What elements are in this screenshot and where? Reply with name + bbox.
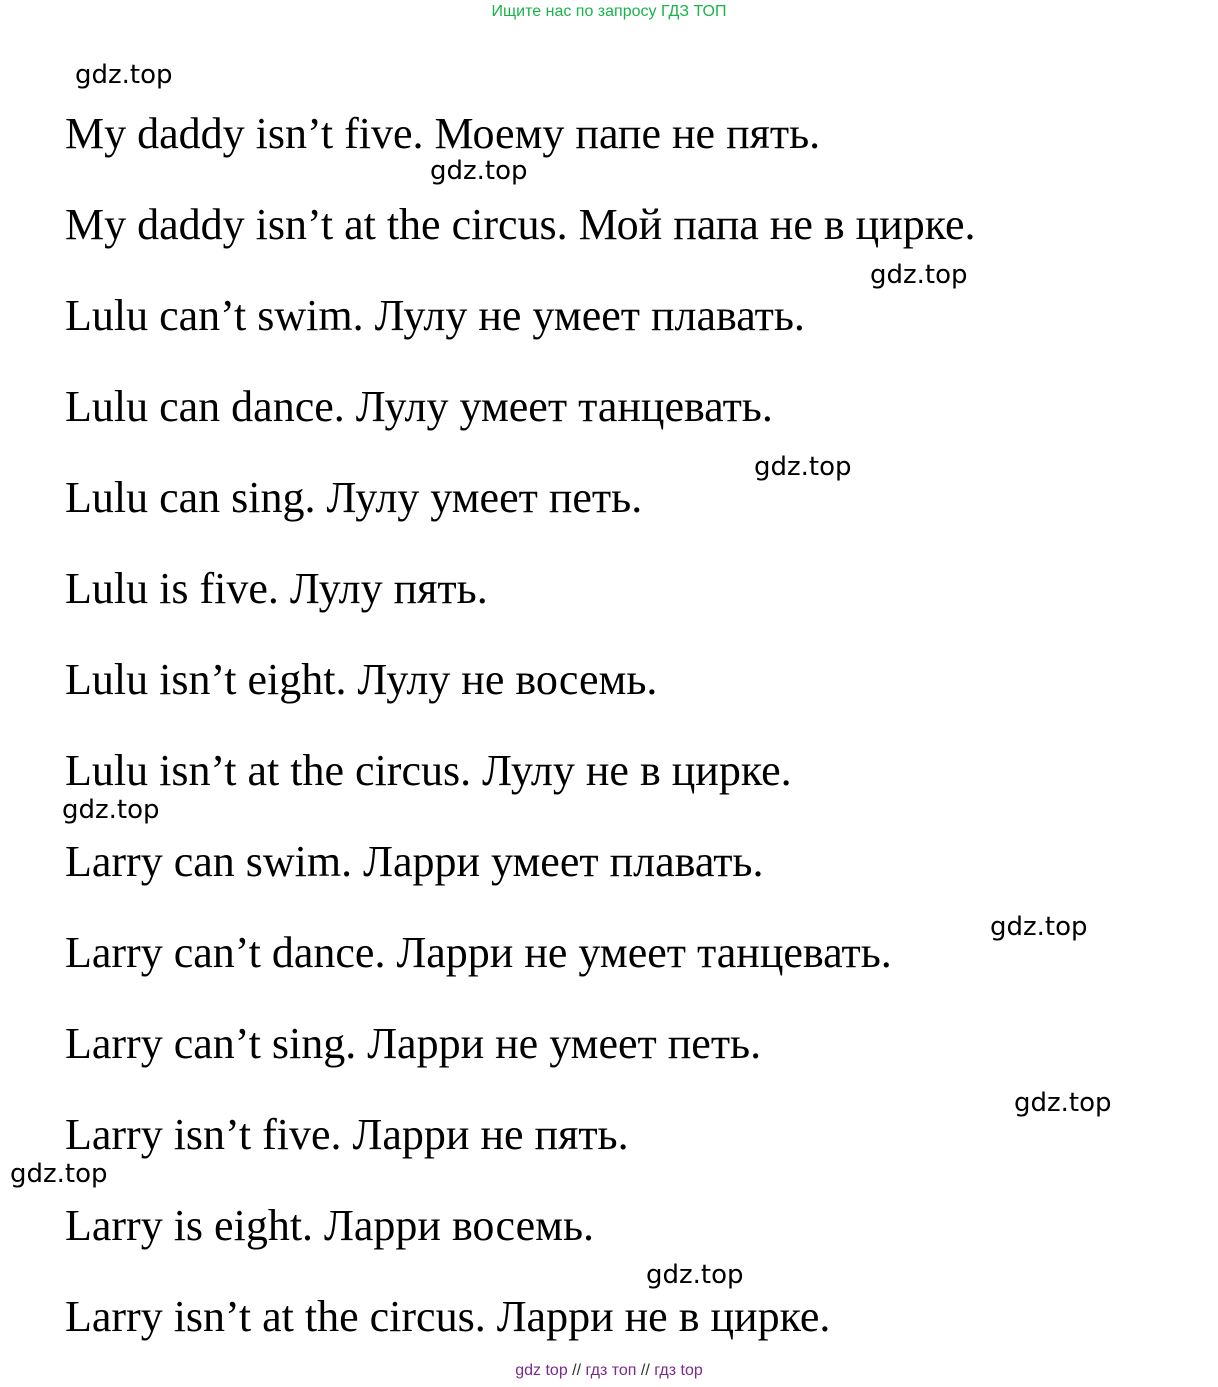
sentence-line: Lulu can’t swim. Лулу не умеет плавать.	[65, 291, 805, 340]
sentence-line: Larry can’t dance. Ларри не умеет танцевать.	[65, 928, 892, 977]
watermark: gdz.top	[1014, 1088, 1112, 1118]
top-banner[interactable]: Ищите нас по запросу ГДЗ ТОП	[491, 3, 727, 20]
watermark: gdz.top	[430, 156, 528, 186]
watermark: gdz.top	[75, 60, 173, 90]
watermark: gdz.top	[754, 452, 852, 482]
footer-separator: //	[572, 1362, 582, 1379]
sentence-line: Lulu can dance. Лулу умеет танцевать.	[65, 382, 773, 431]
sentence-line: Larry isn’t five. Ларри не пять.	[65, 1110, 629, 1159]
watermark: gdz.top	[10, 1159, 108, 1189]
watermark: gdz.top	[990, 912, 1088, 942]
footer-link-gdz-top-mixed[interactable]: гдз top	[654, 1362, 703, 1379]
sentence-line: Lulu isn’t eight. Лулу не восемь.	[65, 655, 658, 704]
footer-link-gdz-top[interactable]: gdz top	[515, 1362, 568, 1379]
sentence-line: My daddy isn’t at the circus. Мой папа не в цирке.	[65, 200, 976, 249]
sentence-line: My daddy isn’t five. Моему папе не пять.	[65, 109, 821, 158]
footer-separator: //	[640, 1362, 650, 1379]
footer-links	[0, 1361, 1218, 1381]
sentence-line: Lulu is five. Лулу пять.	[65, 564, 488, 613]
sentence-line: Larry isn’t at the circus. Ларри не в цирке.	[65, 1292, 831, 1341]
sentence-line: Lulu can sing. Лулу умеет петь.	[65, 473, 643, 522]
watermark: gdz.top	[870, 260, 968, 290]
sentence-line: Larry can’t sing. Ларри не умеет петь.	[65, 1019, 762, 1068]
sentence-line: Larry can swim. Ларри умеет плавать.	[65, 837, 764, 886]
watermark: gdz.top	[62, 795, 160, 825]
watermark: gdz.top	[646, 1260, 744, 1290]
footer-link-gdz-top-ru[interactable]: гдз топ	[585, 1362, 637, 1379]
sentence-line: Lulu isn’t at the circus. Лулу не в цирке.	[65, 746, 792, 795]
sentence-line: Larry is eight. Ларри восемь.	[65, 1201, 595, 1250]
